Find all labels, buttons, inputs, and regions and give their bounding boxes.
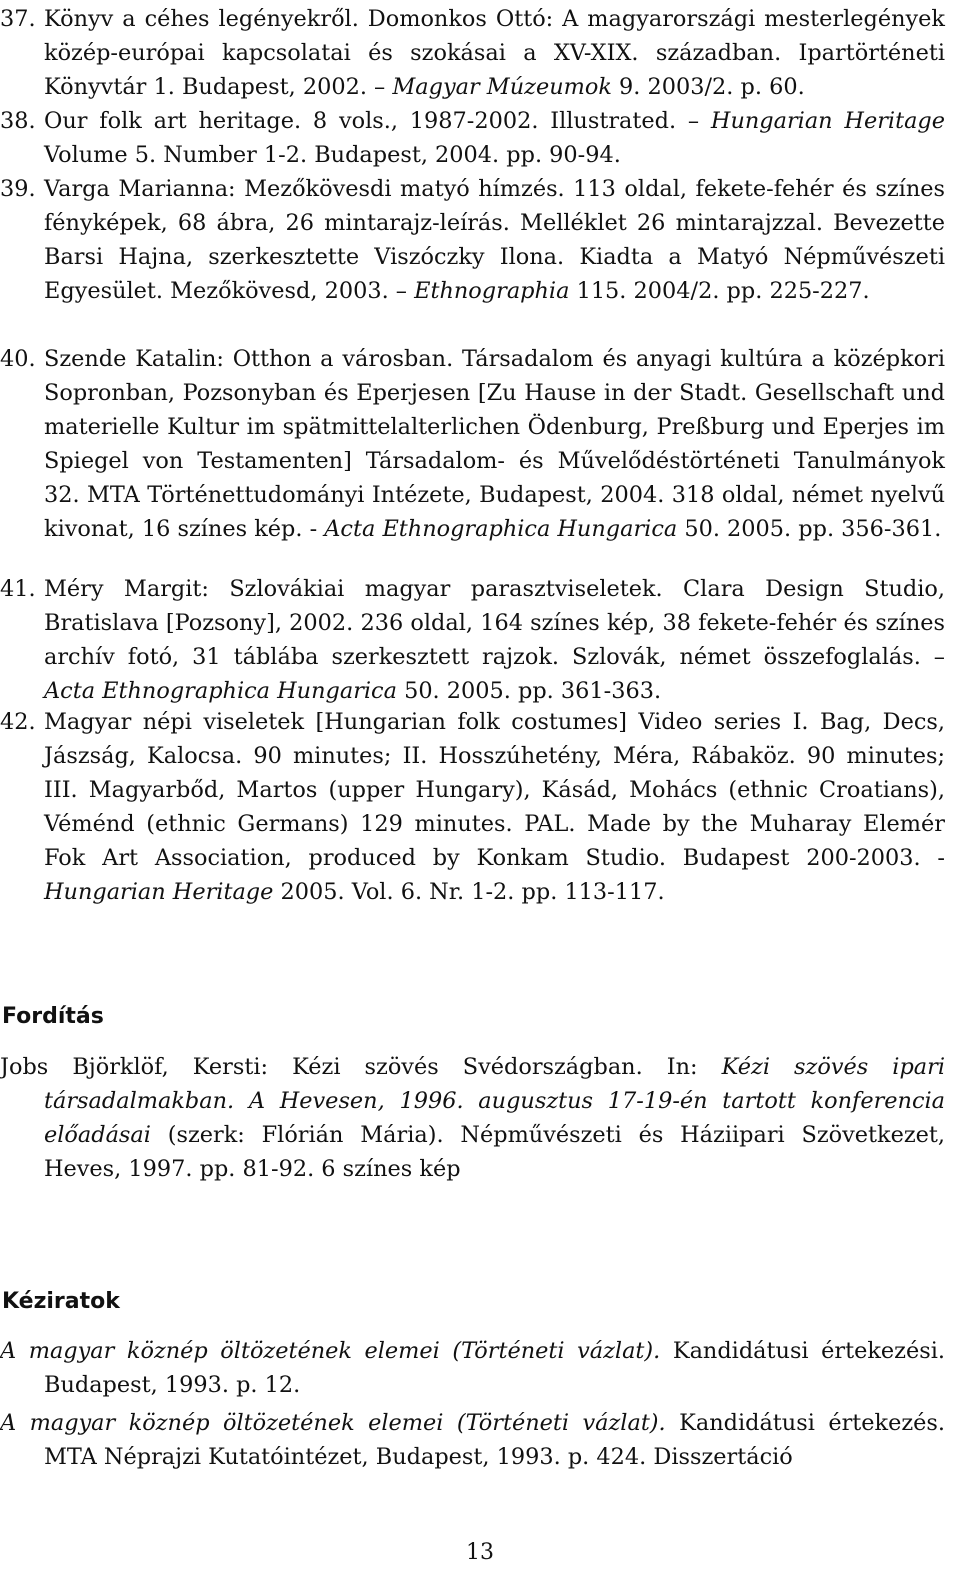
reference-entry — [0, 172, 945, 308]
italic-title: Hungarian Heritage — [44, 879, 274, 905]
hanging-paragraph — [0, 1050, 945, 1186]
reference-entry — [0, 104, 945, 172]
reference-number: 42. — [0, 709, 36, 735]
text-run: 115. 2004/2. pp. 225-227. — [569, 278, 870, 304]
italic-title: A magyar köznép öltözetének elemei (Történeti vázlat). — [0, 1410, 666, 1436]
italic-title: Kézi szövés ipari társadalmakban. A Hevesen, 1996. augusztus 17-19-én tartott konferencia előadásai — [44, 1054, 945, 1148]
italic-title: Ethnographia — [414, 278, 570, 304]
section-heading-manuscripts: Kéziratok — [2, 1289, 120, 1314]
translation-text — [0, 1050, 945, 1186]
italic-title: Acta Ethnographica Hungarica — [324, 516, 678, 542]
manuscript-entry — [0, 1406, 945, 1474]
reference-number: 40. — [0, 346, 36, 372]
reference-text — [44, 572, 945, 708]
text-run: Varga Marianna: Mezőkövesdi matyó hímzés. 113 oldal, fekete-fehér és színes fényképek, 68 ábra, 26 mintarajz-leírás. Melléklet 26 mintarajzzal. Bevezette Barsi Hajna, szerkesztette Viszóczky Ilona. Kiadta a Matyó Népművészeti Egyesület. Mezőkövesd, 2003. – — [44, 176, 945, 304]
reference-number: 41. — [0, 576, 36, 602]
manuscript-text — [0, 1334, 945, 1402]
section-heading-translation: Fordítás — [2, 1004, 104, 1029]
translation-entry — [0, 1050, 945, 1186]
text-run: Our folk art heritage. 8 vols., 1987-2002. Illustrated. – — [44, 108, 711, 134]
text-run: Szende Katalin: Otthon a városban. Társadalom és anyagi kultúra a középkori Sopronban, Pozsonyban és Eperjesen [Zu Hause in der Stadt. Gesellschaft und materielle Kultur im spätmittelalterlichen Ödenburg, Preßburg und Eperjes im Spiegel von Testamenten] Társadalom- és Művelődéstörténeti Tanulmányok 32. MTA Történettudományi Intézete, Budapest, 2004. 318 oldal, német nyelvű kivonat, 16 színes kép. - — [44, 346, 945, 542]
hanging-paragraph — [0, 1334, 945, 1402]
hanging-paragraph — [0, 1406, 945, 1474]
italic-title: A magyar köznép öltözetének elemei (Történeti vázlat). — [0, 1338, 661, 1364]
reference-entry — [0, 2, 945, 104]
italic-title: Acta Ethnographica Hungarica — [44, 678, 397, 704]
text-run: Méry Margit: Szlovákiai magyar parasztviseletek. Clara Design Studio, Bratislava [Pozsony], 2002. 236 oldal, 164 színes kép, 38 fekete-fehér és színes archív fotó, 31 táblába szerkesztett rajzok. Szlovák, német összefoglalás. – — [44, 576, 945, 670]
text-run: (szerk: Flórián Mária). Népművészeti és Háziipari Szövetkezet, Heves, 1997. pp. 81-92. 6 színes kép — [44, 1122, 945, 1182]
text-run: Magyar népi viseletek [Hungarian folk costumes] Video series I. Bag, Decs, Jászság, Kalocsa. 90 minutes; II. Hosszúhetény, Méra, Rábaköz. 90 minutes; III. Magyarbőd, Martos (upper Hungary), Kásád, Mohács (ethnic Croatians), Véménd (ethnic Germans) 129 minutes. PAL. Made by the Muharay Elemér Fok Art Association, produced by Konkam Studio. Budapest 200-2003. - — [44, 709, 945, 871]
text-run: 9. 2003/2. p. 60. — [611, 74, 805, 100]
reference-text — [44, 705, 945, 909]
reference-number: 39. — [0, 176, 36, 202]
reference-text — [44, 104, 945, 172]
text-run: Kandidátusi értekezési. Budapest, 1993. p. 12. — [44, 1338, 945, 1398]
reference-text — [44, 2, 945, 104]
text-run: 2005. Vol. 6. Nr. 1-2. pp. 113-117. — [273, 879, 665, 905]
manuscript-entry — [0, 1334, 945, 1402]
page-number: 13 — [466, 1540, 494, 1565]
reference-number: 37. — [0, 6, 36, 32]
text-run: 50. 2005. pp. 356-361. — [677, 516, 942, 542]
italic-title: Magyar Múzeumok — [392, 74, 612, 100]
text-run: Könyv a céhes legényekről. Domonkos Ottó: A magyarországi mesterlegények közép-európai kapcsolatai és szokásai a XV-XIX. században. Ipartörténeti Könyvtár 1. Budapest, 2002. – — [44, 6, 945, 100]
reference-number: 38. — [0, 108, 36, 134]
reference-entry — [0, 342, 945, 546]
italic-title: Hungarian Heritage — [710, 108, 945, 134]
manuscript-text — [0, 1406, 945, 1474]
reference-text — [44, 342, 945, 546]
reference-text — [44, 172, 945, 308]
text-run: Volume 5. Number 1-2. Budapest, 2004. pp. 90-94. — [44, 142, 621, 168]
reference-entry — [0, 572, 945, 708]
text-run: Jobs Björklöf, Kersti: Kézi szövés Svédországban. In: — [0, 1054, 722, 1080]
text-run: 50. 2005. pp. 361-363. — [396, 678, 662, 704]
text-run: Kandidátusi értekezés. MTA Néprajzi Kutatóintézet, Budapest, 1993. p. 424. Disszertáció — [44, 1410, 945, 1470]
reference-entry — [0, 705, 945, 909]
